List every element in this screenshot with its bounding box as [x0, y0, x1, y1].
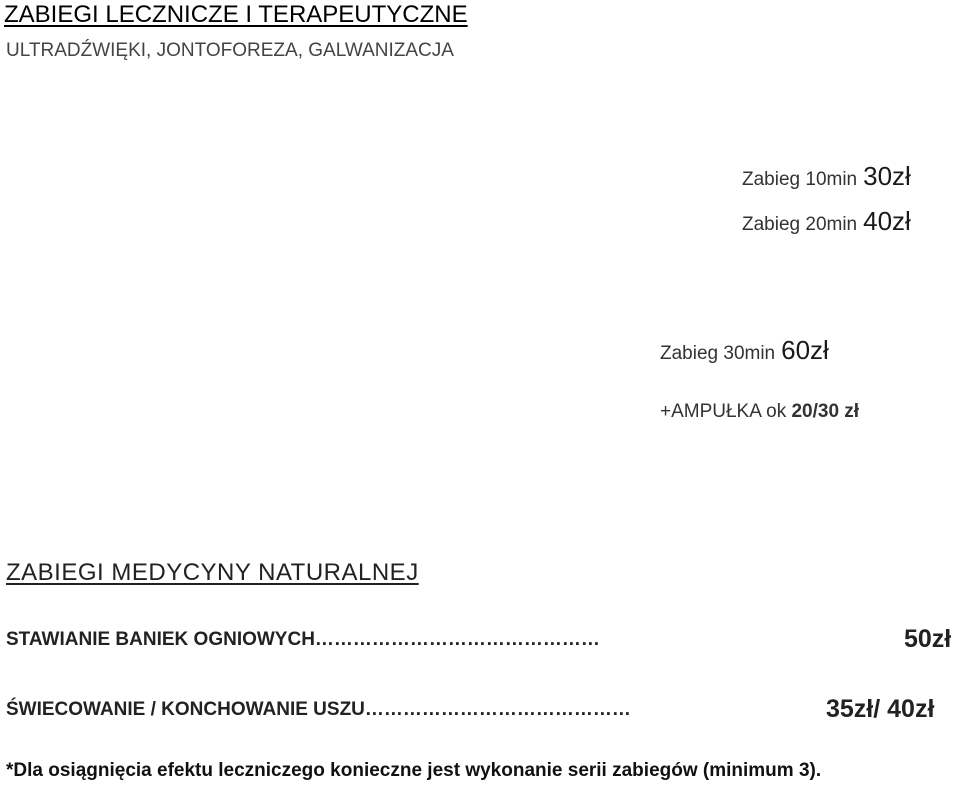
ampulka-price: 20/30 zł: [791, 401, 860, 422]
price-line-30min: [660, 336, 829, 368]
price-label: Zabieg 30min: [660, 343, 776, 364]
ampulka-addon: [660, 398, 859, 426]
therapy-section-subtitle: ULTRADŹWIĘKI, JONTOFOREZA, GALWANIZACJA: [6, 40, 454, 61]
price-line-20min: [742, 207, 911, 239]
service-ear-candling-name: ŚWIECOWANIE / KONCHOWANIE USZU……………………………………: [6, 699, 631, 720]
price-label: Zabieg 10min: [742, 169, 858, 190]
natural-section-title: ZABIEGI MEDYCYNY NATURALNEJ: [6, 559, 419, 586]
therapy-section-title: ZABIEGI LECZNICZE I TERAPEUTYCZNE: [4, 1, 468, 28]
ampulka-label: +AMPUŁKA ok: [660, 401, 787, 422]
footnote: *Dla osiągnięcia efektu leczniczego konieczne jest wykonanie serii zabiegów (minimum 3).: [6, 760, 822, 781]
price-amount: 40zł: [863, 206, 911, 236]
price-label: Zabieg 20min: [742, 214, 858, 235]
service-cupping-name: STAWIANIE BANIEK OGNIOWYCH………………………………………: [6, 629, 600, 650]
price-amount: 60zł: [781, 335, 829, 365]
price-amount: 30zł: [863, 161, 911, 191]
service-cupping-price: 50zł: [904, 625, 952, 653]
service-ear-candling-price: 35zł/ 40zł: [826, 695, 935, 723]
price-line-10min: [742, 162, 911, 194]
